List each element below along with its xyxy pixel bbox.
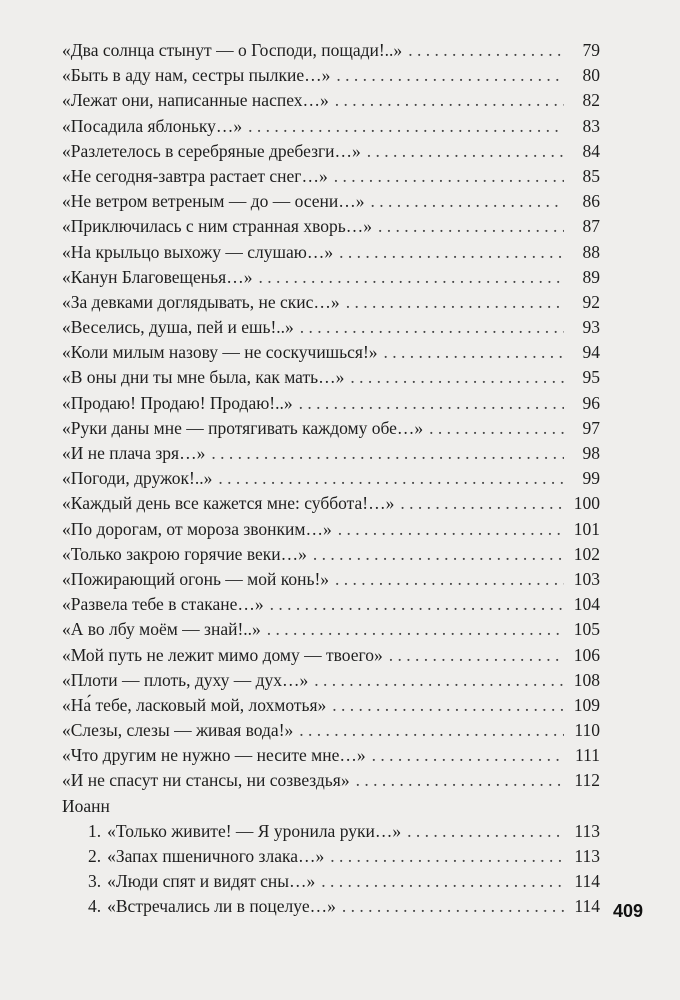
entry-page: 103 — [573, 568, 600, 589]
toc-entry — [62, 617, 600, 642]
entry-title: «Слезы, слезы — живая вода!» — [62, 720, 294, 741]
toc-entry — [62, 819, 600, 844]
dot-leader — [314, 668, 564, 693]
entry-page: 106 — [573, 644, 600, 665]
dot-leader — [429, 416, 564, 441]
dot-leader — [267, 617, 564, 642]
entry-title: «Что другим не нужно — несите мне…» — [62, 745, 366, 766]
entry-title: «Только живите! — Я уронила руки…» — [107, 820, 402, 841]
entry-page: 84 — [582, 140, 600, 161]
toc-entry — [62, 693, 600, 718]
entry-title: «Разлетелось в серебряные дребезги…» — [62, 140, 361, 161]
entry-page: 111 — [575, 745, 600, 766]
toc-entry — [62, 189, 600, 214]
entry-page: 92 — [582, 291, 600, 312]
entry-title: «За девками доглядывать, не скис…» — [62, 291, 340, 312]
entry-page: 112 — [574, 770, 600, 791]
toc-entry — [62, 517, 600, 542]
toc-entry — [62, 240, 600, 265]
entry-title: «Плоти — плоть, духу — дух…» — [62, 669, 309, 690]
toc-entry — [62, 416, 600, 441]
entry-page: 85 — [582, 165, 600, 186]
toc-entry — [62, 214, 600, 239]
toc-entry — [62, 340, 600, 365]
entry-page: 110 — [574, 720, 600, 741]
entry-page: 109 — [573, 694, 600, 715]
entry-page: 88 — [582, 241, 600, 262]
entry-page: 101 — [573, 518, 600, 539]
entry-number: 4. — [88, 896, 102, 917]
entry-title: «И не плача зря…» — [62, 443, 206, 463]
dot-leader — [400, 491, 564, 516]
entry-title: «В оны дни ты мне была, как мать…» — [62, 367, 345, 388]
toc-entry — [62, 743, 600, 768]
dot-leader — [407, 819, 564, 844]
entry-page: 114 — [574, 871, 600, 892]
toc-entry — [62, 567, 600, 592]
entry-page: 104 — [573, 594, 600, 615]
entry-title: «Каждый день все кажется мне: суббота!…» — [62, 493, 395, 514]
toc-entry — [62, 869, 600, 894]
toc-entry — [62, 63, 600, 88]
entry-title: «Мой путь не лежит мимо дому — твоего» — [62, 644, 383, 665]
dot-leader — [372, 743, 564, 768]
entry-title: «Люди спят и видят сны…» — [107, 871, 316, 892]
table-of-contents — [62, 38, 600, 920]
dot-leader — [332, 693, 564, 718]
entry-number: 3. — [88, 871, 102, 892]
entry-title: «На́ тебе, ласковый мой, лохмотья» — [62, 694, 327, 715]
section-items — [62, 819, 600, 920]
dot-leader — [335, 88, 564, 113]
dot-leader — [211, 441, 564, 466]
entry-page: 108 — [573, 669, 600, 690]
toc-entry — [62, 88, 600, 113]
dot-leader — [342, 894, 564, 919]
entry-title: «На крыльцо выхожу — слушаю…» — [62, 241, 334, 262]
entry-title: «Быть в аду нам, сестры пылкие…» — [62, 65, 331, 86]
dot-leader — [367, 139, 564, 164]
entry-page: 82 — [582, 90, 600, 111]
dot-leader — [339, 240, 564, 265]
entry-title: «Приключилась с ним странная хворь…» — [62, 216, 372, 237]
entry-title: «По дорогам, от мороза звонким…» — [62, 518, 332, 539]
entry-page: 83 — [582, 115, 600, 136]
entry-number: 1. — [88, 820, 102, 841]
toc-entry — [62, 290, 600, 315]
toc-entry — [62, 114, 600, 139]
toc-entry — [62, 441, 600, 466]
toc-entry — [62, 844, 600, 869]
entry-title: «И не спасут ни стансы, ни созвездья» — [62, 770, 350, 791]
dot-leader — [356, 768, 564, 793]
toc-entry — [62, 164, 600, 189]
entry-page: 86 — [582, 191, 600, 212]
entry-title: «А во лбу моём — знай!..» — [62, 619, 261, 640]
entry-title: «Коли милым назову — не соскучишься!» — [62, 342, 378, 363]
entry-title: «Погоди, дружок!..» — [62, 468, 213, 489]
entry-title: «Посадила яблоньку…» — [62, 115, 243, 136]
section-heading: Иоанн — [62, 795, 110, 816]
dot-leader — [346, 290, 564, 315]
dot-leader — [408, 38, 564, 63]
entry-page: 99 — [582, 468, 600, 489]
entry-title: «Запах пшеничного злака…» — [107, 846, 325, 866]
entry-page: 98 — [582, 443, 600, 463]
toc-entries — [62, 38, 600, 794]
entry-title: «Не сегодня-завтра растает снег…» — [62, 165, 328, 186]
entry-page: 114 — [574, 896, 600, 917]
dot-leader — [270, 592, 564, 617]
entry-page: 89 — [582, 266, 600, 287]
toc-entry — [62, 38, 600, 63]
entry-title: «Развела тебе в стакане…» — [62, 594, 264, 615]
dot-leader — [218, 466, 564, 491]
entry-page: 100 — [573, 493, 600, 514]
entry-page: 113 — [574, 820, 600, 841]
entry-page: 93 — [582, 317, 600, 338]
entry-page: 105 — [573, 619, 600, 640]
dot-leader — [371, 189, 564, 214]
dot-leader — [335, 567, 564, 592]
entry-page: 79 — [582, 40, 600, 60]
dot-leader — [300, 315, 564, 340]
entry-title: «Два солнца стынут — о Господи, пощади!..» — [62, 40, 403, 60]
entry-page: 95 — [582, 367, 600, 388]
entry-title: «Канун Благовещенья…» — [62, 266, 253, 287]
toc-entry — [62, 718, 600, 743]
entry-title: «Продаю! Продаю! Продаю!..» — [62, 392, 293, 413]
dot-leader — [321, 869, 564, 894]
entry-page: 80 — [582, 65, 600, 86]
dot-leader — [384, 340, 564, 365]
dot-leader — [299, 391, 564, 416]
toc-entry — [62, 466, 600, 491]
toc-entry — [62, 491, 600, 516]
toc-entry — [62, 894, 600, 919]
toc-entry — [62, 592, 600, 617]
entry-page: 96 — [582, 392, 600, 413]
dot-leader — [336, 63, 564, 88]
entry-title: «Веселись, душа, пей и ешь!..» — [62, 317, 294, 338]
dot-leader — [299, 718, 564, 743]
dot-leader — [313, 542, 564, 567]
toc-entry — [62, 139, 600, 164]
page-number: 409 — [613, 901, 644, 921]
entry-page: 87 — [582, 216, 600, 237]
toc-entry — [62, 542, 600, 567]
entry-title: «Встречались ли в поцелуе…» — [107, 896, 336, 917]
dot-leader — [378, 214, 564, 239]
entry-title: «Пожирающий огонь — мой конь!» — [62, 568, 330, 589]
dot-leader — [258, 265, 564, 290]
dot-leader — [248, 114, 564, 139]
dot-leader — [350, 365, 564, 390]
entry-title: «Не ветром ветреным — до — осени…» — [62, 191, 365, 212]
toc-entry — [62, 265, 600, 290]
toc-entry — [62, 668, 600, 693]
entry-page: 102 — [573, 543, 600, 564]
dot-leader — [334, 164, 564, 189]
toc-entry — [62, 315, 600, 340]
entry-number: 2. — [88, 846, 102, 866]
entry-page: 97 — [582, 417, 600, 438]
dot-leader — [389, 643, 564, 668]
toc-entry — [62, 365, 600, 390]
entry-page: 94 — [582, 342, 600, 363]
toc-entry — [62, 768, 600, 793]
entry-page: 113 — [574, 846, 600, 866]
toc-entry — [62, 391, 600, 416]
dot-leader — [338, 517, 564, 542]
toc-entry — [62, 643, 600, 668]
entry-title: «Только закрою горячие веки…» — [62, 543, 307, 564]
entry-title: «Руки даны мне — протягивать каждому обе…» — [62, 417, 424, 438]
dot-leader — [330, 844, 564, 869]
entry-title: «Лежат они, написанные наспех…» — [62, 90, 329, 111]
